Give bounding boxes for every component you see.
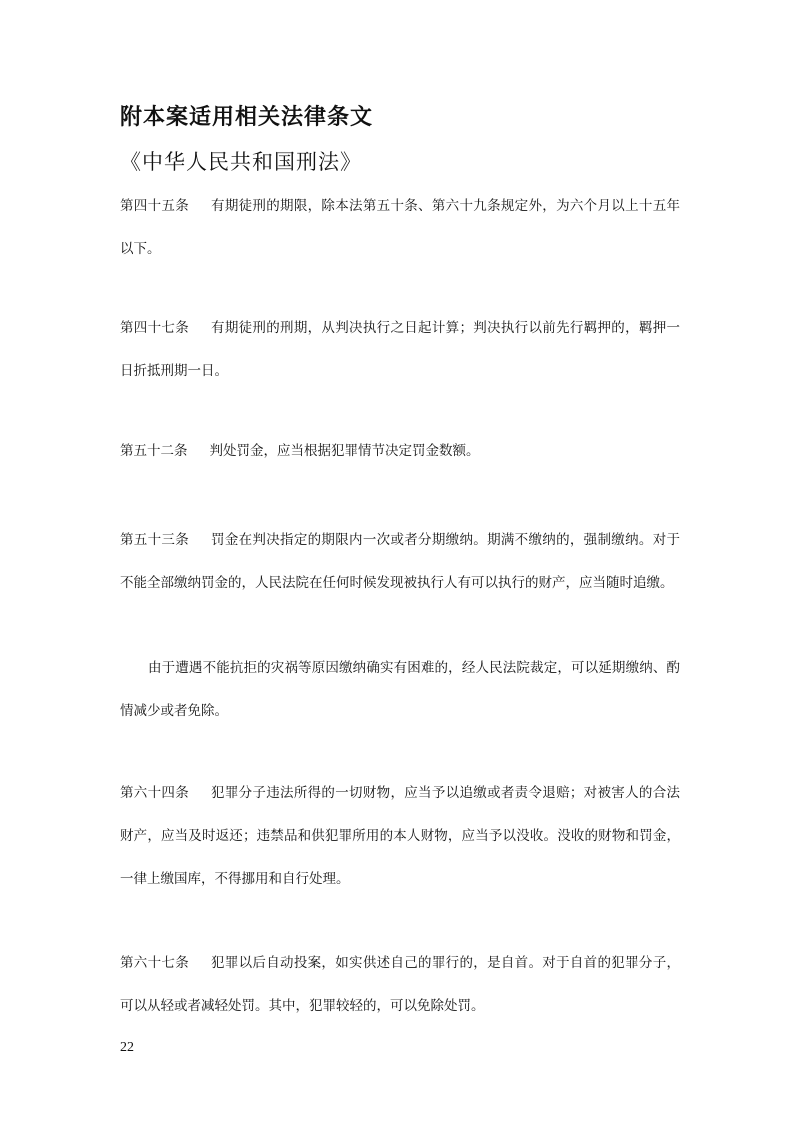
page-number: 22 bbox=[120, 1040, 134, 1055]
document-title: 附本案适用相关法律条文 bbox=[120, 104, 374, 130]
article-text: 有期徒刑的期限，除本法第五十条、第六十九条规定外，为六个月以上十五年以下。 bbox=[120, 198, 681, 257]
article-45 bbox=[120, 185, 680, 271]
article-text: 犯罪分子违法所得的一切财物，应当予以追缴或者责令退赔；对被害人的合法财产，应当及时返还；违禁品和供犯罪所用的本人财物，应当予以没收。没收的财物和罚金，一律上缴国库，不得挪用和自行处理。 bbox=[120, 785, 681, 887]
article-53 bbox=[120, 519, 680, 605]
article-53-paragraph-2: 由于遭遇不能抗拒的灾祸等原因缴纳确实有困难的，经人民法院裁定，可以延期缴纳、酌情减少或者免除。 bbox=[120, 660, 680, 719]
article-number: 第四十七条 bbox=[120, 320, 190, 336]
article-number: 第六十四条 bbox=[120, 785, 190, 801]
article-text: 有期徒刑的刑期，从判决执行之日起计算；判决执行以前先行羁押的，羁押一日折抵刑期一日。 bbox=[120, 320, 681, 379]
article-number: 第六十七条 bbox=[120, 955, 190, 971]
article-text: 犯罪以后自动投案，如实供述自己的罪行的，是自首。对于自首的犯罪分子，可以从轻或者减轻处罚。其中，犯罪较轻的，可以免除处罚。 bbox=[120, 955, 681, 1014]
article-number: 第五十二条 bbox=[120, 443, 188, 459]
article-number: 第五十三条 bbox=[120, 532, 190, 548]
article-text: 罚金在判决指定的期限内一次或者分期缴纳。期满不缴纳的，强制缴纳。对于不能全部缴纳罚金的，人民法院在任何时候发现被执行人有可以执行的财产，应当随时追缴。 bbox=[120, 532, 681, 591]
article-47 bbox=[120, 307, 680, 393]
article-52 bbox=[120, 430, 680, 473]
article-number: 第四十五条 bbox=[120, 198, 190, 214]
law-title: 《中华人民共和国刑法》 bbox=[120, 150, 362, 174]
article-64 bbox=[120, 772, 680, 901]
article-67 bbox=[120, 942, 680, 1028]
article-text: 判处罚金，应当根据犯罪情节决定罚金数额。 bbox=[209, 443, 480, 459]
